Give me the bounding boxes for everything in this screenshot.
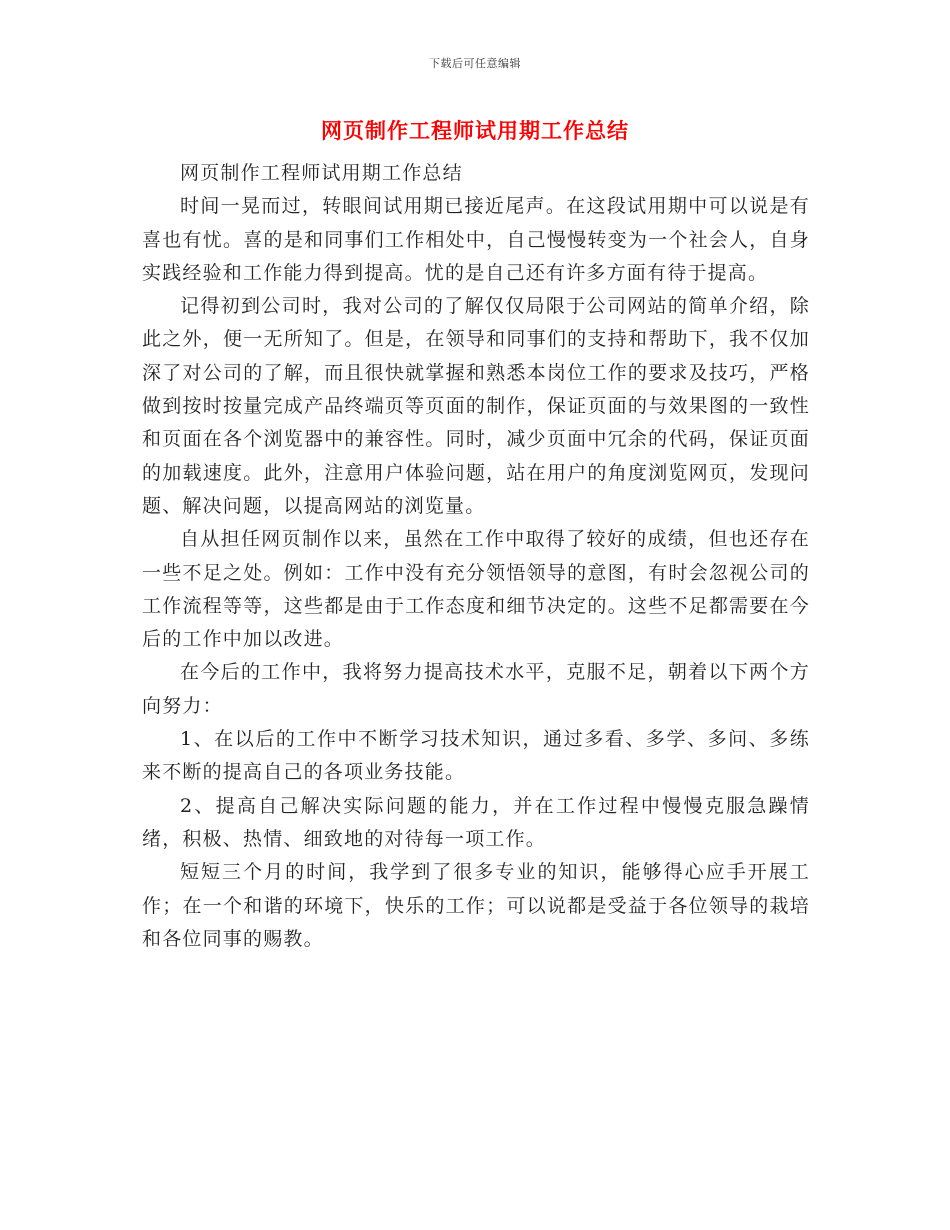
paragraph: 记得初到公司时，我对公司的了解仅仅局限于公司网站的简单介绍，除此之外，便一无所知了。但是，在领导和同事们的支持和帮助下，我不仅加深了对公司的了解，而且很快就掌握和熟悉本岗位工作的要求及技巧，严格做到按时按量完成产品终端页等页面的制作，保证页面的与效果图的一致性和页面在各个浏览器中的兼容性。同时，减少页面中冗余的代码，保证页面的加载速度。此外，注意用户体验问题，站在用户的角度浏览网页，发现问题、解决问题，以提高网站的浏览量。 xyxy=(142,295,810,517)
document-title: 网页制作工程师试用期工作总结 xyxy=(321,118,629,143)
paragraph: 在今后的工作中，我将努力提高技术水平，克服不足，朝着以下两个方向努力： xyxy=(142,661,810,717)
document-body xyxy=(142,157,810,956)
paragraph: 时间一晃而过，转眼间试用期已接近尾声。在这段试用期中可以说是有喜也有忧。喜的是和同事们工作相处中，自己慢慢转变为一个社会人，自身实践经验和工作能力得到提高。忧的是自己还有许多方面有待于提高。 xyxy=(142,195,810,284)
paragraph-subtitle: 网页制作工程师试用期工作总结 xyxy=(180,162,463,184)
paragraph: 短短三个月的时间，我学到了很多专业的知识，能够得心应手开展工作；在一个和谐的环境下，快乐的工作；可以说都是受益于各位领导的栽培和各位同事的赐教。 xyxy=(142,861,810,950)
list-item: 1、在以后的工作中不断学习技术知识，通过多看、多学、多问、多练来不断的提高自己的各项业务技能。 xyxy=(142,728,810,784)
header-note: 下载后可任意编辑 xyxy=(429,57,521,70)
list-item: 2、提高自己解决实际问题的能力，并在工作过程中慢慢克服急躁情绪，积极、热情、细致地的对待每一项工作。 xyxy=(142,794,810,850)
paragraph: 自从担任网页制作以来，虽然在工作中取得了较好的成绩，但也还存在一些不足之处。例如：工作中没有充分领悟领导的意图，有时会忽视公司的工作流程等等，这些都是由于工作态度和细节决定的。这些不足都需要在今后的工作中加以改进。 xyxy=(142,528,810,651)
